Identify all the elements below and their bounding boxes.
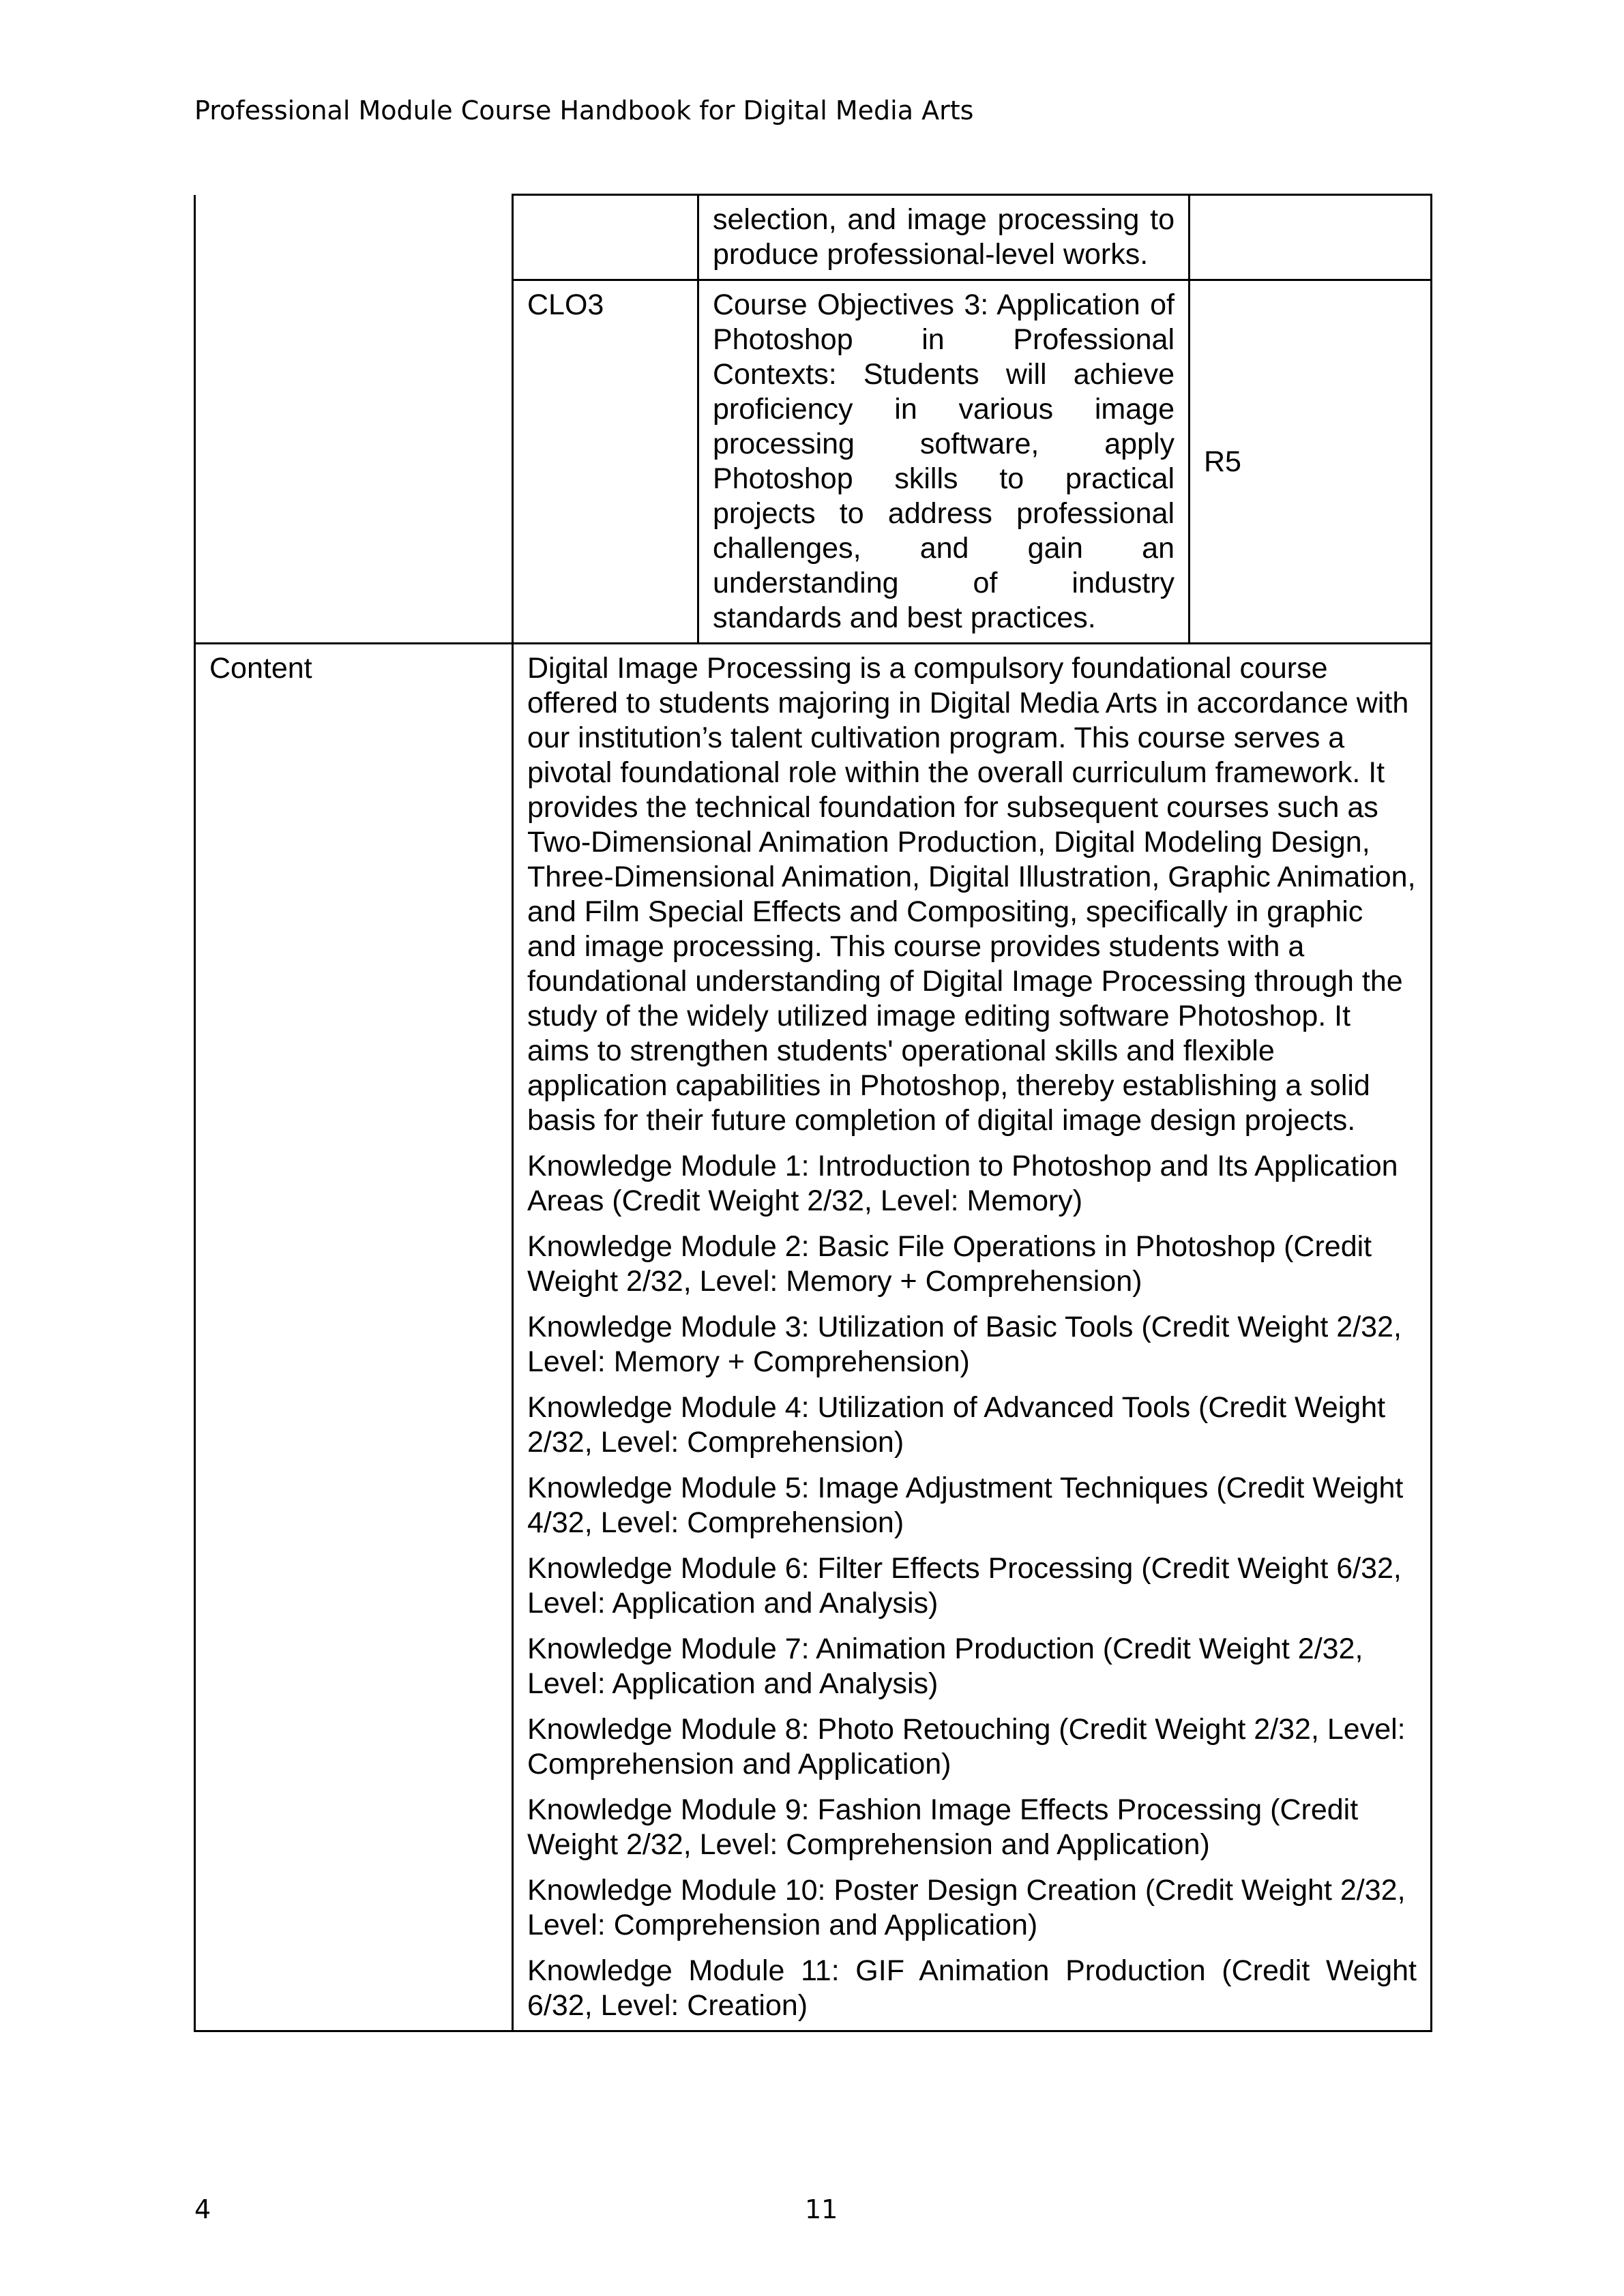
knowledge-module-9: Knowledge Module 9: Fashion Image Effects Processing (Credit Weight 2/32, Level: Comprehension and Application) xyxy=(527,1793,1359,1861)
label-cell-empty-lower xyxy=(195,280,513,644)
objective-row-continued xyxy=(195,195,1432,280)
knowledge-module-7: Knowledge Module 7: Animation Production (Credit Weight 2/32, Level: Application and Analysis) xyxy=(527,1632,1363,1700)
footer-center-page-number: 11 xyxy=(805,2194,838,2224)
knowledge-module-2: Knowledge Module 2: Basic File Operations in Photoshop (Credit Weight 2/32, Level: Memory + Comprehension) xyxy=(527,1230,1372,1298)
objective-code-cell-empty xyxy=(513,195,698,280)
objective-result-cell-empty xyxy=(1190,195,1432,280)
knowledge-module-4: Knowledge Module 4: Utilization of Advanced Tools (Credit Weight 2/32, Level: Comprehension) xyxy=(527,1391,1386,1459)
page-header: Professional Module Course Handbook for Digital Media Arts xyxy=(194,95,974,125)
knowledge-module-1: Knowledge Module 1: Introduction to Photoshop and Its Application Areas (Credit Weight 2/32, Level: Memory) xyxy=(527,1150,1398,1217)
objective-row-clo3 xyxy=(195,280,1432,644)
knowledge-module-3: Knowledge Module 3: Utilization of Basic Tools (Credit Weight 2/32, Level: Memory + Comprehension) xyxy=(527,1311,1402,1378)
knowledge-module-11: Knowledge Module 11: GIF Animation Production (Credit Weight 6/32, Level: Creation) xyxy=(527,1954,1417,2022)
content-body xyxy=(513,644,1432,2031)
knowledge-module-8: Knowledge Module 8: Photo Retouching (Credit Weight 2/32, Level: Comprehension and Application) xyxy=(527,1713,1406,1780)
objective-code: CLO3 xyxy=(513,280,698,644)
knowledge-module-5: Knowledge Module 5: Image Adjustment Techniques (Credit Weight 4/32, Level: Comprehension) xyxy=(527,1472,1404,1539)
objective-text: Course Objectives 3: Application of Photoshop in Professional Contexts: Students will achieve proficiency in various image processing software, apply Photoshop skills to practical projects to address professional challenges, and gain an understanding of industry standards and best practices. xyxy=(698,280,1190,644)
module-table xyxy=(194,194,1432,2032)
label-cell-empty xyxy=(195,195,513,280)
knowledge-module-10: Knowledge Module 10: Poster Design Creation (Credit Weight 2/32, Level: Comprehension and Application) xyxy=(527,1874,1406,1941)
content-intro: Digital Image Processing is a compulsory foundational course offered to students majoring in Digital Media Arts in accordance with our institution’s talent cultivation program. This course serves a pivotal foundational role within the overall curriculum framework. It provides the technical foundation for subsequent courses such as Two-Dimensional Animation Production, Digital Modeling Design, Three-Dimensional Animation, Digital Illustration, Graphic Animation, and Film Special Effects and Compositing, specifically in graphic and image processing. This course provides students with a foundational understanding of Digital Image Processing through the study of the widely utilized image editing software Photoshop. It aims to strengthen students' operational skills and flexible application capabilities in Photoshop, thereby establishing a solid basis for their future completion of digital image design projects. xyxy=(527,652,1416,1137)
footer-left-page-number: 4 xyxy=(194,2194,211,2224)
knowledge-module-6: Knowledge Module 6: Filter Effects Processing (Credit Weight 6/32, Level: Application and Analysis) xyxy=(527,1552,1402,1620)
content-label: Content xyxy=(195,644,513,2031)
content-row xyxy=(195,644,1432,2031)
objective-text-continued: selection, and image processing to produce professional-level works. xyxy=(698,195,1190,280)
objective-result: R5 xyxy=(1190,280,1432,644)
